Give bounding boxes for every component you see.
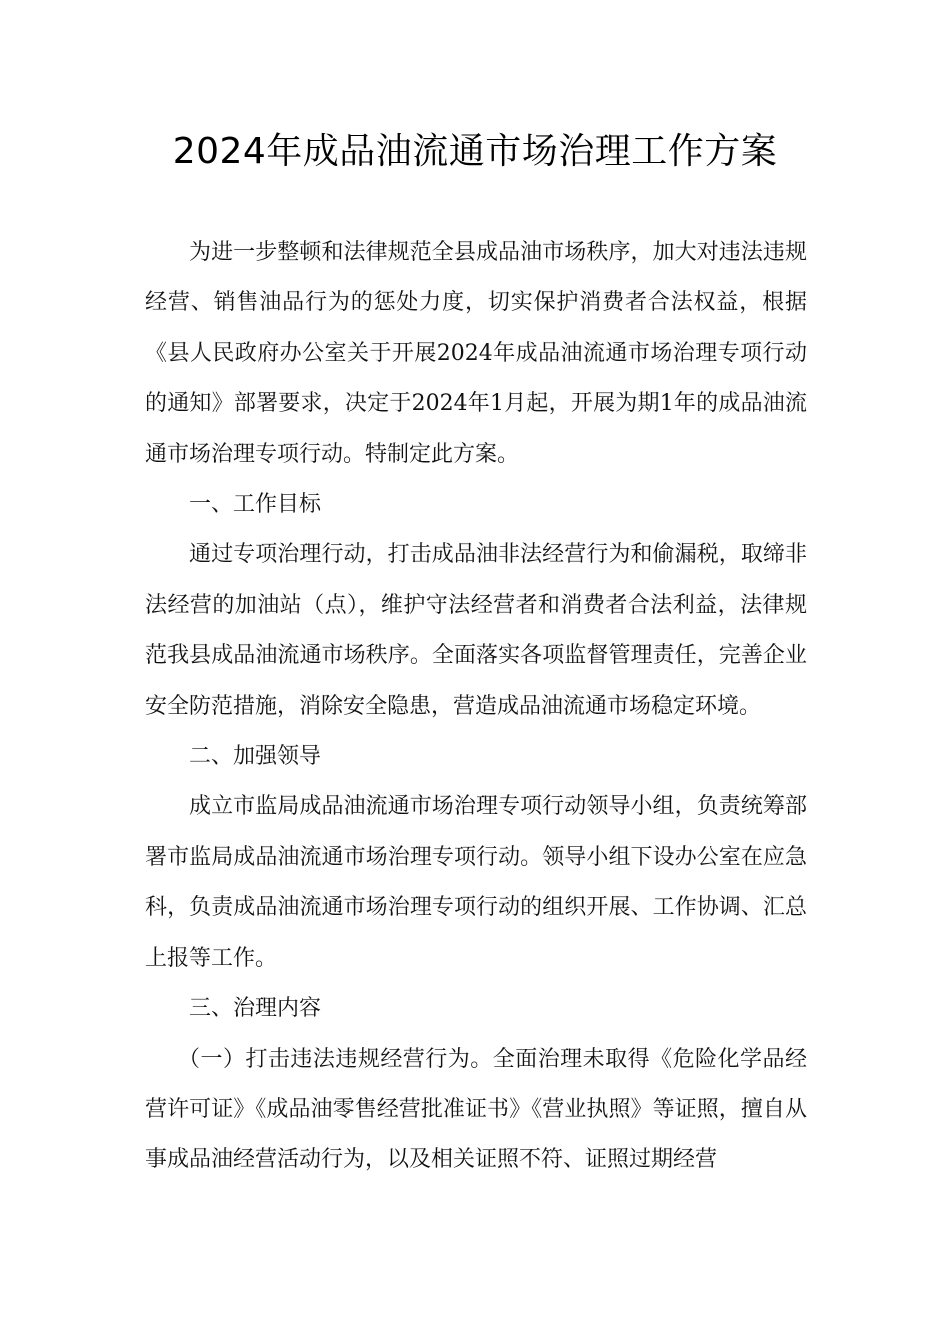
section-heading-content: 三、治理内容	[189, 996, 322, 1022]
intro-paragraph: 为进一步整顿和法律规范全县成品油市场秩序，加大对违法违规经营、销售油品行为的惩处力度，切实保护消费者合法权益，根据《县人民政府办公室关于开展2024年成品油流通市场治理专项行动的通知》部署要求，决定于2024年1月起，开展为期1年的成品油流通市场治理专项行动。特制定此方案。	[145, 240, 807, 467]
section-heading-goals: 一、工作目标	[189, 492, 322, 518]
document-title: 2024年成品油流通市场治理工作方案	[172, 131, 778, 172]
section-body-goals: 通过专项治理行动，打击成品油非法经营行为和偷漏税，取缔非法经营的加油站（点），维护守法经营者和消费者合法利益，法律规范我县成品油流通市场秩序。全面落实各项监督管理责任，完善企业安全防范措施，消除安全隐患，营造成品油流通市场稳定环境。	[145, 542, 807, 719]
document-body	[145, 228, 807, 1186]
section-body-content: （一）打击违法违规经营行为。全面治理未取得《危险化学品经营许可证》《成品油零售经营批准证书》《营业执照》等证照，擅自从事成品油经营活动行为，以及相关证照不符、证照过期经营	[145, 1046, 807, 1173]
section-heading-leadership: 二、加强领导	[189, 744, 322, 770]
section-body-leadership: 成立市监局成品油流通市场治理专项行动领导小组，负责统筹部署市监局成品油流通市场治理专项行动。领导小组下设办公室在应急科，负责成品油流通市场治理专项行动的组织开展、工作协调、汇总上报等工作。	[145, 794, 807, 971]
